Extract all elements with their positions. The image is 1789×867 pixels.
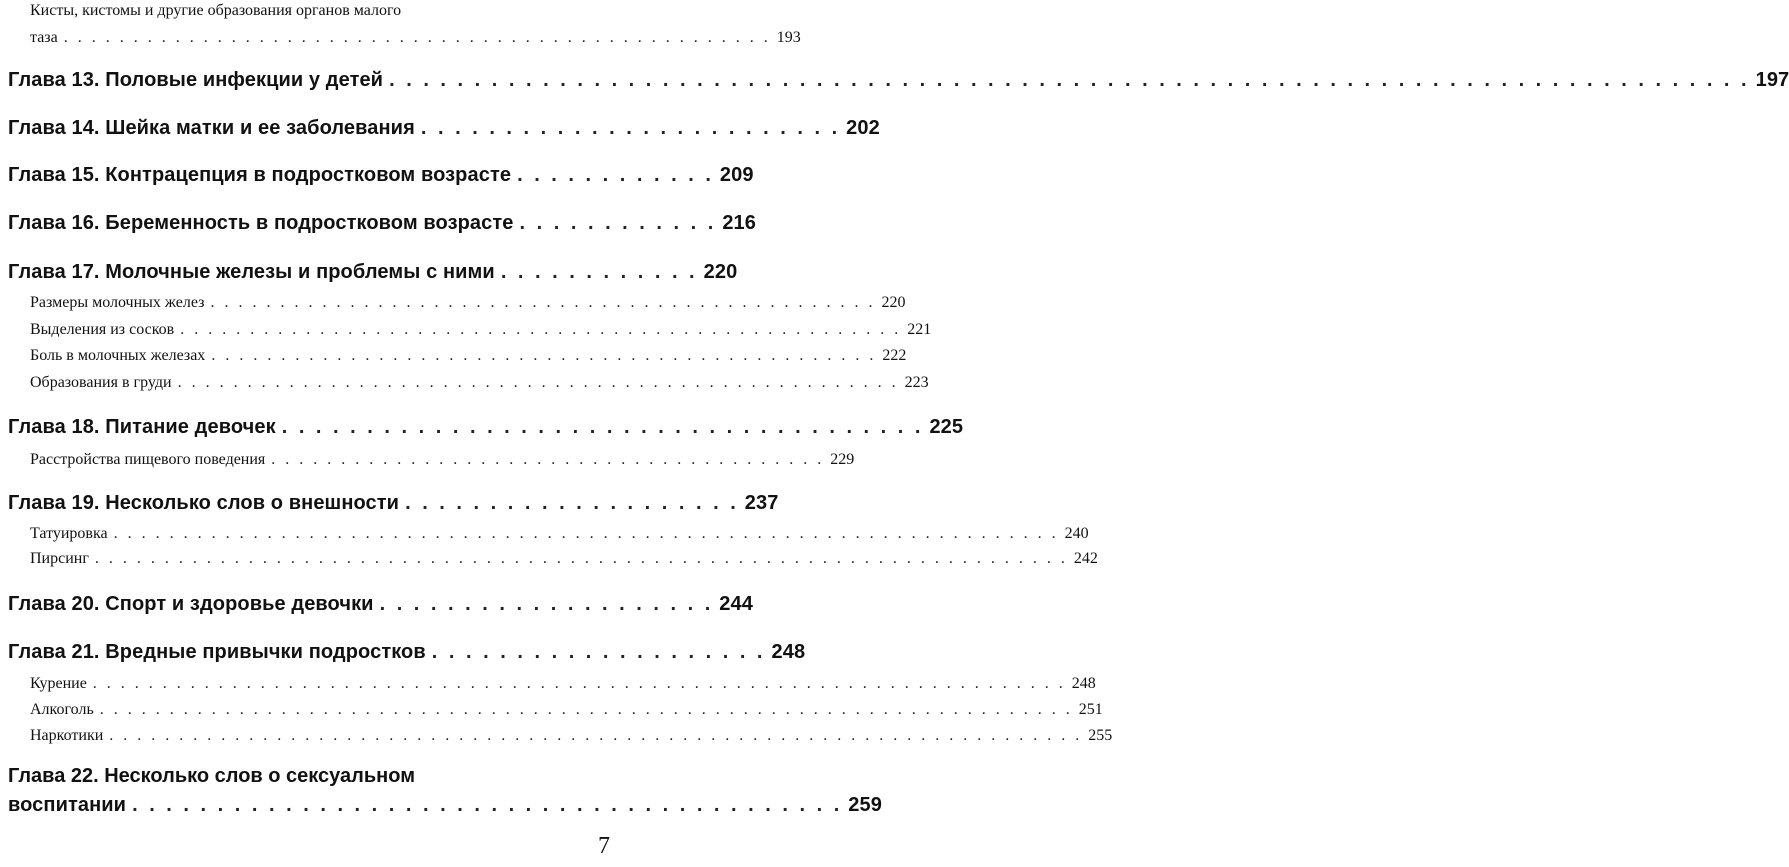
dot-leader: . . . . . . . . . . . . . . . . . . . . . . . . . . . . . . . . . . . . . . . . . . . . . . . . . . . .: [180, 321, 902, 338]
toc-page-number: 221: [907, 321, 932, 338]
chapter-title: воспитании: [8, 794, 127, 816]
chapter-title: Глава 16. Беременность в подростковом возрасте: [8, 212, 514, 234]
toc-page-number: 229: [830, 451, 855, 468]
toc-page-number: 251: [1078, 701, 1103, 718]
toc-page-number: 223: [904, 374, 929, 391]
toc-page-number: 193: [776, 29, 801, 46]
toc-page-number: 225: [929, 416, 964, 438]
dot-leader: . . . . . . . . . . . . . . . . . . . .: [405, 492, 739, 514]
dot-leader: . . . . . . . . . . . . . . . . . . . . . . . . . . . . . . . . . . . . . .: [281, 416, 924, 438]
toc-subentry-title: Пирсинг: [30, 550, 89, 567]
toc-subentry-line1: Кисты, кистомы и другие образования органов малого: [30, 2, 402, 19]
toc-page-number: 216: [722, 212, 756, 234]
dot-leader: . . . . . . . . . . . . . . . . . . . . . . . . . . . . . . . . . . . . . . . . . . . . . . . . . . . . . . . . . . . . . . . . . . . .: [113, 525, 1059, 542]
toc-subentry: [30, 29, 801, 47]
toc-page-number: 259: [848, 794, 882, 816]
dot-leader: . . . . . . . . . . . .: [500, 261, 698, 283]
dot-leader: . . . . . . . . . . . .: [519, 212, 717, 234]
toc-page-number: 242: [1073, 550, 1098, 567]
chapter-title: Глава 18. Питание девочек: [8, 416, 276, 438]
toc-subentry: [30, 347, 907, 365]
toc-subentry-title: Наркотики: [30, 727, 104, 744]
dot-leader: . . . . . . . . . . . . . . . . . . . . . . . . . . . . . . . . . . . . . . . . . . . . . . . . . . .: [63, 29, 771, 46]
toc-subentry: [30, 451, 855, 469]
toc-chapter-16: [8, 212, 756, 235]
dot-leader: . . . . . . . . . . . . . . . . . . . . . . . . . . . . . . . . . . . . . . . .: [271, 451, 825, 468]
toc-subentry-title: Курение: [30, 675, 87, 692]
toc-chapter-19: [8, 492, 779, 515]
toc-chapter-15: [8, 164, 754, 187]
toc-page-number: 240: [1064, 525, 1089, 542]
toc-chapter-17: [8, 261, 738, 284]
toc-chapter-18: [8, 416, 964, 439]
chapter-title-line1: Глава 22. Несколько слов о сексуальном: [8, 765, 415, 787]
toc-chapter-14: [8, 117, 880, 140]
toc-subentry: [30, 675, 1096, 693]
dot-leader: . . . . . . . . . . . . . . . . . . . .: [431, 641, 766, 663]
toc-subentry-title: Выделения из сосков: [30, 321, 175, 338]
toc-chapter-20: [8, 593, 753, 616]
dot-leader: . . . . . . . . . . . . . . . . . . . . . . . . . . . . . . . . . . . . . . . . . . . . . . . . . . . . . . . . . . . . . . . . . . . . . .: [94, 550, 1068, 567]
toc-subentry: [30, 374, 929, 392]
dot-leader: . . . . . . . . . . . . . . . . . . . . . . . . . . . . . . . . . . . . . . . . . . . . . . . .: [210, 294, 876, 311]
dot-leader: . . . . . . . . . . . . . . . . . . . . . . . . . . . . . . . . . . . . . . . . . . . . . . . . . . . . . . . . . . . . . . . . . . . . . .: [99, 701, 1073, 718]
chapter-title: Глава 20. Спорт и здоровье девочки: [8, 593, 374, 615]
toc-page-number: 237: [744, 492, 779, 514]
toc-page-number: 209: [719, 164, 754, 186]
toc-page-number: 202: [846, 117, 880, 139]
toc-page-number: 220: [703, 261, 738, 283]
chapter-title: Глава 14. Шейка матки и ее заболевания: [8, 117, 415, 139]
dot-leader: . . . . . . . . . . . . . . . . . . . . . . . . . . . . . . . . . . . . . . . . . . . . . . . . . . . . . . . . . . . . . . . . . . . . . .: [92, 675, 1066, 692]
toc-chapter-21: [8, 641, 806, 664]
dot-leader: . . . . . . . . . . . . . . . . . . . .: [379, 593, 714, 615]
chapter-title: Глава 17. Молочные железы и проблемы с ними: [8, 261, 495, 283]
dot-leader: . . . . . . . . . . . . . . . . . . . . . . . . . . . . . . . . . . . . . . . . . . . . . . . . . . . . . . . . . . . . . . . . . . . . . . . . . . . . . . . .: [389, 69, 1750, 91]
toc-subentry: [30, 727, 1113, 745]
toc-subentry-title: Боль в молочных железах: [30, 347, 206, 364]
dot-leader: . . . . . . . . . . . . . . . . . . . . . . . . . . . . . . . . . . . . . . . . . . . . . . . . . . . .: [177, 374, 899, 391]
toc-subentry: [30, 525, 1089, 543]
toc-subentry-title: Татуировка: [30, 525, 108, 542]
page-folio: 7: [598, 833, 610, 859]
toc-subentry: [30, 294, 906, 312]
toc-chapter-13: [8, 69, 1789, 92]
toc-subentry: [30, 701, 1103, 719]
toc-subentry-title: Расстройства пищевого поведения: [30, 451, 266, 468]
toc-page-number: 220: [881, 294, 906, 311]
toc-page-number: 255: [1088, 727, 1113, 744]
dot-leader: . . . . . . . . . . . .: [517, 164, 714, 186]
toc-subentry-title: Размеры молочных желез: [30, 294, 205, 311]
toc-subentry: [30, 321, 932, 339]
dot-leader: . . . . . . . . . . . . . . . . . . . . . . . . . . . . . . . . . . . . . . . . . . . . . . . .: [211, 347, 877, 364]
chapter-title: Глава 15. Контрацепция в подростковом возрасте: [8, 164, 512, 186]
chapter-title: Глава 19. Несколько слов о внешности: [8, 492, 400, 514]
toc-subentry-title: таза: [30, 29, 58, 46]
toc-page-number: 222: [882, 347, 907, 364]
toc-chapter-22: [8, 794, 882, 817]
dot-leader: . . . . . . . . . . . . . . . . . . . . . . . . .: [420, 117, 841, 139]
toc-subentry-title: Алкоголь: [30, 701, 94, 718]
toc-page-number: 248: [771, 641, 806, 663]
toc-page-number: 197: [1755, 69, 1789, 91]
dot-leader: . . . . . . . . . . . . . . . . . . . . . . . . . . . . . . . . . . . . . . . . . .: [132, 794, 843, 816]
toc-page-number: 248: [1071, 675, 1096, 692]
chapter-title: Глава 21. Вредные привычки подростков: [8, 641, 426, 663]
toc-subentry: [30, 550, 1098, 568]
toc-page-number: 244: [719, 593, 753, 615]
chapter-title: Глава 13. Половые инфекции у детей: [8, 69, 384, 91]
toc-subentry-title: Образования в груди: [30, 374, 172, 391]
dot-leader: . . . . . . . . . . . . . . . . . . . . . . . . . . . . . . . . . . . . . . . . . . . . . . . . . . . . . . . . . . . . . . . . . . . . . .: [109, 727, 1083, 744]
